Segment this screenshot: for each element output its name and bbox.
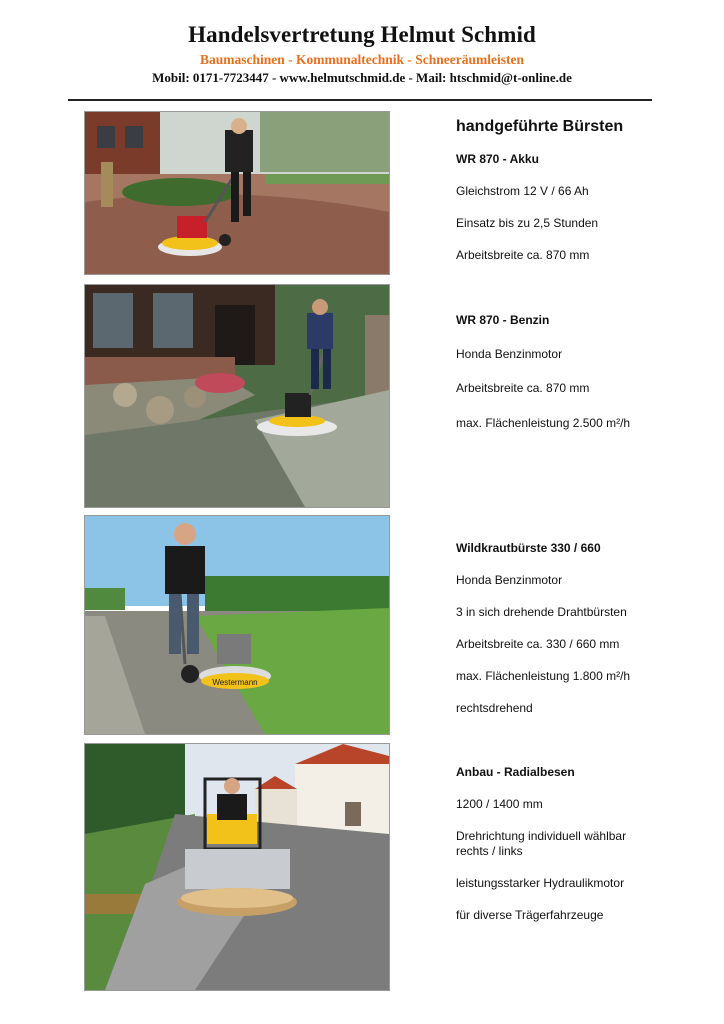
product-name: Wildkrautbürste 330 / 660 [456,541,601,555]
spec-line: Honda Benzinmotor [456,347,563,361]
photo-wildkrautbuerste [84,515,390,735]
header-divider [68,99,652,101]
photo-wr870-akku [84,111,390,275]
spec-line: Einsatz bis zu 2,5 Stunden [456,216,599,230]
spec-line: rechtsdrehend [456,701,533,715]
spec-line: leistungsstarker Hydraulikmotor [456,876,625,890]
spec-line: Gleichstrom 12 V / 66 Ah [456,184,589,198]
brush-brand-label: Westermann [212,678,258,687]
photo-wr870-benzin [84,284,390,508]
product-name: WR 870 - Benzin [456,313,550,327]
spec-line: 3 in sich drehende Drahtbürsten [456,605,627,619]
spec-line: Arbeitsbreite ca. 870 mm [456,248,590,262]
company-tagline: Baumaschinen - Kommunaltechnik - Schneeräumleisten [199,52,524,67]
spec-line: rechts / links [456,844,523,858]
spec-line: für diverse Trägerfahrzeuge [456,908,604,922]
product-name: WR 870 - Akku [456,152,539,166]
spec-line: Honda Benzinmotor [456,573,563,587]
spec-line: max. Flächenleistung 1.800 m²/h [456,669,631,683]
spec-line: 1200 / 1400 mm [456,797,543,811]
company-name: Handelsvertretung Helmut Schmid [188,22,536,47]
photo-anbau-radialbesen [84,743,390,991]
spec-line: Drehrichtung individuell wählbar [456,829,627,843]
contact-line: Mobil: 0171-7723447 - www.helmutschmid.de - Mail: htschmid@t-online.de [152,70,572,85]
spec-line: Arbeitsbreite ca. 330 / 660 mm [456,637,620,651]
section-title: handgeführte Bürsten [456,118,624,135]
spec-line: Arbeitsbreite ca. 870 mm [456,381,590,395]
spec-line: max. Flächenleistung 2.500 m²/h [456,416,631,430]
product-name: Anbau - Radialbesen [456,765,575,779]
